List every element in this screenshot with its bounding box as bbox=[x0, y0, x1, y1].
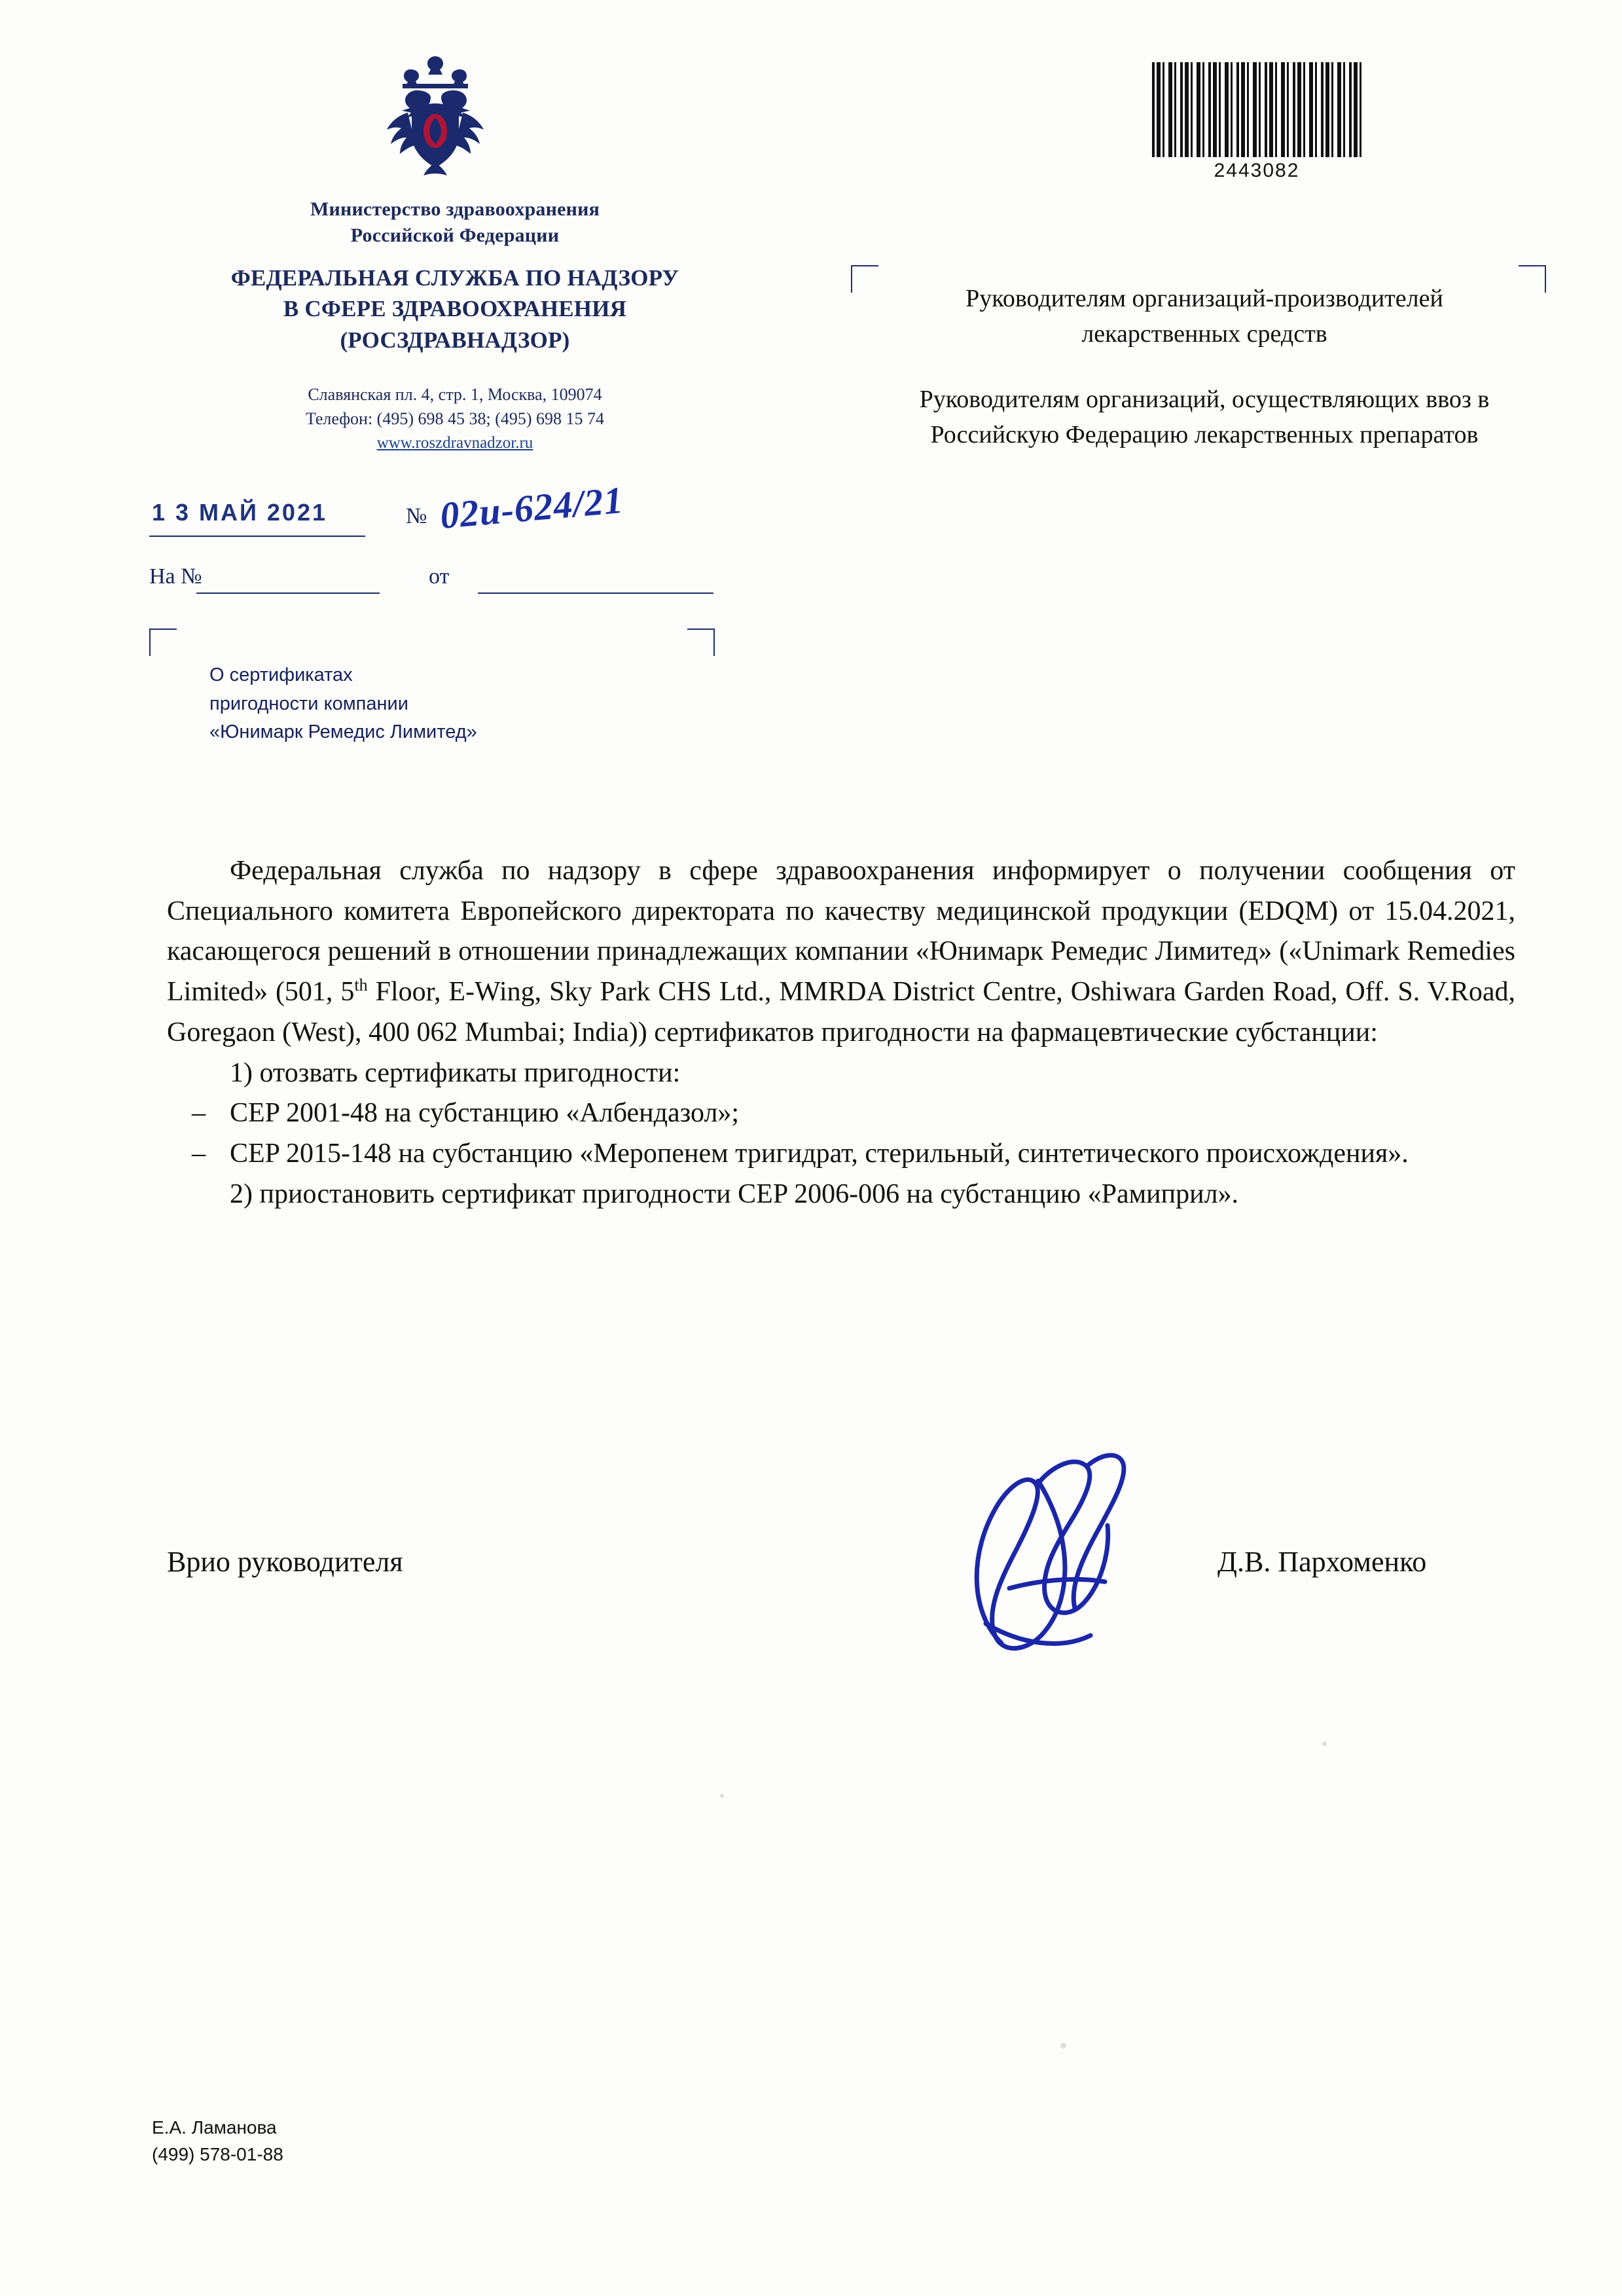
executor-block bbox=[152, 2115, 283, 2168]
executor-phone: (499) 578-01-88 bbox=[152, 2143, 283, 2164]
signature-name: Д.В. Пархоменко bbox=[1217, 1546, 1427, 1578]
letter-body bbox=[167, 851, 1515, 1215]
handwritten-number: 02и-624/21 bbox=[438, 478, 625, 538]
russian-coat-of-arms-icon bbox=[376, 52, 494, 177]
subject-corner-top-left bbox=[149, 629, 177, 656]
letterhead bbox=[118, 196, 792, 454]
subject-line-2: пригодности компании bbox=[209, 693, 408, 714]
body-intro-paragraph bbox=[167, 851, 1515, 1053]
body-item-1: 1) отозвать сертификаты пригодности: bbox=[230, 1057, 681, 1088]
number-label: № bbox=[406, 504, 427, 528]
addressee-line-1: Руководителям организаций-производителей лекарственных средств bbox=[965, 285, 1443, 348]
signature-mark bbox=[923, 1427, 1198, 1689]
address-line: Славянская пл. 4, стр. 1, Москва, 109074 bbox=[308, 384, 602, 404]
dash-marker-1: – bbox=[192, 1098, 206, 1129]
dash-text-2: CEP 2015-148 на субстанцию «Меропенем тригидрат, стерильный, синтетического происхождения». bbox=[230, 1139, 1409, 1169]
body-intro-part-2: Floor, E-Wing, Sky Park CHS Ltd., MMRDA District Centre, Oshiwara Garden Road, Off. S. V.Road, Goregaon (West), 400 062 Mumbai; India)) сертификатов пригодности на фармацевтические субстанции: bbox=[167, 977, 1515, 1048]
subject-block bbox=[209, 661, 668, 747]
body-intro-superscript: th bbox=[354, 975, 368, 995]
barcode-number: 2443082 bbox=[1214, 160, 1300, 181]
dash-text-1: CEP 2001-48 на субстанцию «Албендазол»; bbox=[230, 1098, 740, 1129]
website-link[interactable]: www.roszdravnadzor.ru bbox=[376, 433, 533, 452]
subject-corner-top-right bbox=[687, 629, 715, 656]
date-rule bbox=[149, 536, 365, 537]
barcode-block bbox=[1152, 62, 1361, 182]
subject-line-1: О сертификатах bbox=[209, 665, 353, 685]
reply-to-rule bbox=[196, 592, 380, 594]
scan-speck bbox=[1060, 2043, 1066, 2049]
dash-marker-2: – bbox=[192, 1139, 206, 1169]
addressee-corner-top-right bbox=[1519, 265, 1546, 293]
ministry-line-1: Министерство здравоохранения bbox=[310, 198, 600, 220]
ministry-line-2: Российской Федерации bbox=[350, 224, 560, 246]
barcode-icon bbox=[1152, 62, 1361, 157]
service-line-2: В СФЕРЕ ЗДРАВООХРАНЕНИЯ bbox=[283, 296, 627, 322]
body-dash-item-1 bbox=[167, 1093, 1515, 1134]
addressee-corner-top-left bbox=[851, 265, 878, 293]
executor-name: Е.А. Ламанова bbox=[152, 2117, 277, 2138]
addressee-line-2: Руководителям организаций, осуществляющих ввоз в Российскую Федерацию лекарственных препаратов bbox=[919, 385, 1490, 448]
from-label: от bbox=[429, 564, 450, 589]
subject-line-3: «Юнимарк Ремедис Лимитед» bbox=[209, 721, 477, 742]
phone-line: Телефон: (495) 698 45 38; (495) 698 15 74 bbox=[305, 409, 605, 428]
body-dash-item-2 bbox=[167, 1134, 1515, 1175]
scan-speck bbox=[1322, 1741, 1327, 1746]
service-line-3: (РОСЗДРАВНАДЗОР) bbox=[340, 327, 570, 353]
addressee-block bbox=[903, 282, 1505, 453]
reply-to-label: На № bbox=[149, 564, 202, 589]
body-intro-part-1: Федеральная служба по надзору в сфере здравоохранения информирует о получении сообщения от Специального комитета Европейского директората по качеству медицинской продукции (EDQM) от 15.04.2021, касающегося решений в отношении принадлежащих компании «Юнимарк Ремедис Лимитед» («Unimark Remedies Limited» (501, 5 bbox=[167, 856, 1515, 1008]
date-stamp: 1 3 МАЙ 2021 bbox=[152, 499, 327, 526]
scan-speck bbox=[720, 1794, 724, 1798]
from-rule bbox=[478, 592, 713, 594]
body-item-2: 2) приостановить сертификат пригодности CEP 2006-006 на субстанцию «Рамиприл». bbox=[230, 1178, 1239, 1209]
signature-role: Врио руководителя bbox=[167, 1546, 403, 1578]
service-line-1: ФЕДЕРАЛЬНАЯ СЛУЖБА ПО НАДЗОРУ bbox=[230, 265, 679, 291]
